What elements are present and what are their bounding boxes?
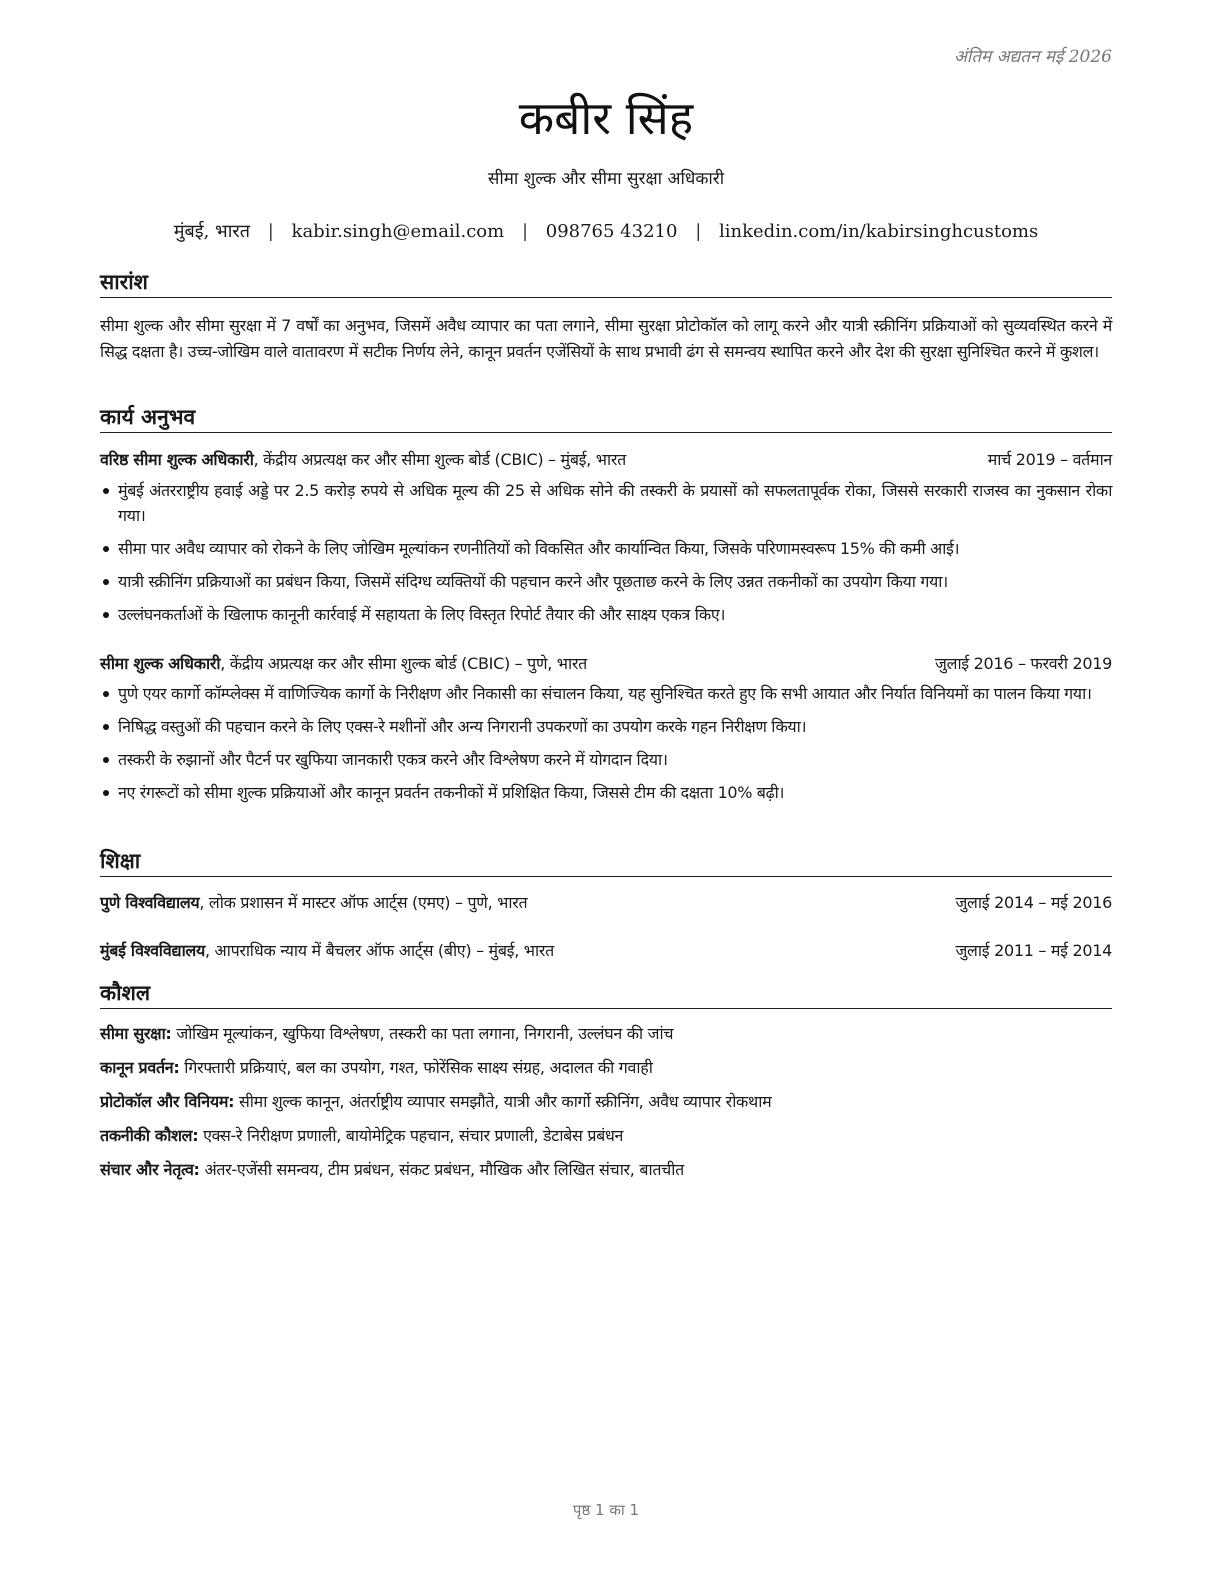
list-item: पुणे एयर कार्गो कॉम्प्लेक्स में वाणिज्यिक कार्गो के निरीक्षण और निकासी का संचालन किया, यह सुनिश्चित करते हुए कि सभी आयात और निर्यात विनियमों का पालन किया गया।	[100, 681, 1112, 706]
skill-list: जोखिम मूल्यांकन, खुफिया विश्लेषण, तस्करी का पता लगाना, निगरानी, उल्लंघन की जांच	[171, 1024, 674, 1043]
skill-category: संचार और नेतृत्व:	[100, 1160, 200, 1179]
job-org: , केंद्रीय अप्रत्यक्ष कर और सीमा शुल्क बोर्ड (CBIC) – पुणे, भारत	[220, 654, 587, 673]
section-heading-education: शिक्षा	[100, 847, 1112, 877]
job-header	[100, 447, 1112, 473]
skill-list: अंतर-एजेंसी समन्वय, टीम प्रबंधन, संकट प्रबंधन, मौखिक और लिखित संचार, बातचीत	[199, 1160, 684, 1179]
skill-list: सीमा शुल्क कानून, अंतर्राष्ट्रीय व्यापार समझौते, यात्री और कार्गो स्क्रीनिंग, अवैध व्यापार रोकथाम	[234, 1092, 772, 1111]
list-item: मुंबई अंतरराष्ट्रीय हवाई अड्डे पर 2.5 करोड़ रुपये से अधिक मूल्य की 25 से अधिक सोने की तस्करी के प्रयासों को सफलतापूर्वक रोका, जिससे सरकारी राजस्व का नुकसान रोका गया।	[100, 478, 1112, 528]
page-number: पृष्ठ 1 का 1	[572, 1501, 640, 1519]
job-bullets	[100, 681, 1112, 805]
skill-list: एक्स-रे निरीक्षण प्रणाली, बायोमेट्रिक पहचान, संचार प्रणाली, डेटाबेस प्रबंधन	[198, 1126, 624, 1145]
skill-line	[100, 1157, 1112, 1183]
education-item	[100, 890, 1112, 916]
education-degree: , लोक प्रशासन में मास्टर ऑफ आर्ट्स (एमए) – पुणे, भारत	[199, 893, 528, 912]
section-heading-experience: कार्य अनुभव	[100, 403, 1112, 433]
contact-separator: |	[695, 221, 702, 242]
contact-linkedin[interactable]: linkedin.com/in/kabirsinghcustoms	[719, 221, 1039, 242]
job-role: सीमा शुल्क अधिकारी	[100, 654, 221, 673]
contact-location: मुंबई, भारत	[173, 221, 250, 242]
contact-email[interactable]: kabir.singh@email.com	[291, 221, 505, 242]
education-school: मुंबई विश्वविद्यालय	[100, 941, 205, 960]
summary-text: सीमा शुल्क और सीमा सुरक्षा में 7 वर्षों का अनुभव, जिसमें अवैध व्यापार का पता लगाने, सीमा सुरक्षा प्रोटोकॉल को लागू करने और यात्री स्क्रीनिंग प्रक्रियाओं को सुव्यवस्थित करने में सिद्ध दक्षता है। उच्च-जोखिम वाले वातावरण में सटीक निर्णय लेने, कानून प्रवर्तन एजेंसियों के साथ प्रभावी ढंग से समन्वय स्थापित करने और देश की सुरक्षा सुनिश्चित करने में कुशल।	[100, 316, 1112, 361]
resume-page	[100, 0, 1112, 1584]
contact-separator: |	[267, 221, 274, 242]
list-item: उल्लंघनकर्ताओं के खिलाफ कानूनी कार्रवाई में सहायता के लिए विस्तृत रिपोर्ट तैयार की और साक्ष्य एकत्र किए।	[100, 602, 1112, 627]
list-item: निषिद्ध वस्तुओं की पहचान करने के लिए एक्स-रे मशीनों और अन्य निगरानी उपकरणों का उपयोग करके गहन निरीक्षण किया।	[100, 714, 1112, 739]
education-school: पुणे विश्वविद्यालय	[100, 893, 200, 912]
skill-line	[100, 1021, 1112, 1047]
skill-line	[100, 1055, 1112, 1081]
contact-phone[interactable]: 098765 43210	[545, 221, 678, 242]
education-dates: जुलाई 2011 – मई 2014	[955, 941, 1112, 960]
job-bullets	[100, 478, 1112, 627]
job-title-line	[100, 447, 626, 473]
skill-line	[100, 1123, 1112, 1149]
skill-list: गिरफ्तारी प्रक्रियाएं, बल का उपयोग, गश्त, फोरेंसिक साक्ष्य संग्रह, अदालत की गवाही	[179, 1058, 653, 1077]
candidate-title: सीमा शुल्क और सीमा सुरक्षा अधिकारी	[487, 169, 725, 189]
list-item: तस्करी के रुझानों और पैटर्न पर खुफिया जानकारी एकत्र करने और विश्लेषण करने में योगदान दिया।	[100, 747, 1112, 772]
education-dates: जुलाई 2014 – मई 2016	[955, 893, 1112, 912]
skill-category: सीमा सुरक्षा:	[100, 1024, 172, 1043]
job-title-line	[100, 651, 587, 677]
contact-separator: |	[521, 221, 529, 242]
job-header	[100, 651, 1112, 677]
education-item	[100, 938, 1112, 964]
education-title-line	[100, 890, 527, 916]
job-role: वरिष्ठ सीमा शुल्क अधिकारी	[100, 450, 254, 469]
education-degree: , आपराधिक न्याय में बैचलर ऑफ आर्ट्स (बीए) – मुंबई, भारत	[204, 941, 554, 960]
job-dates: जुलाई 2016 – फरवरी 2019	[935, 654, 1112, 673]
skill-category: कानून प्रवर्तन:	[100, 1058, 180, 1077]
education-title-line	[100, 938, 554, 964]
list-item: सीमा पार अवैध व्यापार को रोकने के लिए जोखिम मूल्यांकन रणनीतियों को विकसित और कार्यान्वित किया, जिसके परिणामस्वरूप 15% की कमी आई।	[100, 536, 1112, 561]
skill-line	[100, 1089, 1112, 1115]
job-dates: मार्च 2019 – वर्तमान	[987, 450, 1112, 469]
section-heading-summary: सारांश	[100, 268, 1112, 298]
candidate-name: कबीर सिंह	[518, 91, 694, 145]
skill-category: तकनीकी कौशल:	[100, 1126, 199, 1145]
job-org: , केंद्रीय अप्रत्यक्ष कर और सीमा शुल्क बोर्ड (CBIC) – मुंबई, भारत	[253, 450, 626, 469]
list-item: यात्री स्क्रीनिंग प्रक्रियाओं का प्रबंधन किया, जिसमें संदिग्ध व्यक्तियों की पहचान करने और पूछताछ करने के लिए उन्नत तकनीकों का उपयोग किया गया।	[100, 569, 1112, 594]
list-item: नए रंगरूटों को सीमा शुल्क प्रक्रियाओं और कानून प्रवर्तन तकनीकों में प्रशिक्षित किया, जिससे टीम की दक्षता 10% बढ़ी।	[100, 780, 1112, 805]
skill-category: प्रोटोकॉल और विनियम:	[100, 1092, 235, 1111]
section-heading-skills: कौशल	[100, 979, 1112, 1009]
contact-line	[100, 219, 1112, 243]
last-updated: अंतिम अद्यतन मई 2026	[953, 47, 1112, 67]
